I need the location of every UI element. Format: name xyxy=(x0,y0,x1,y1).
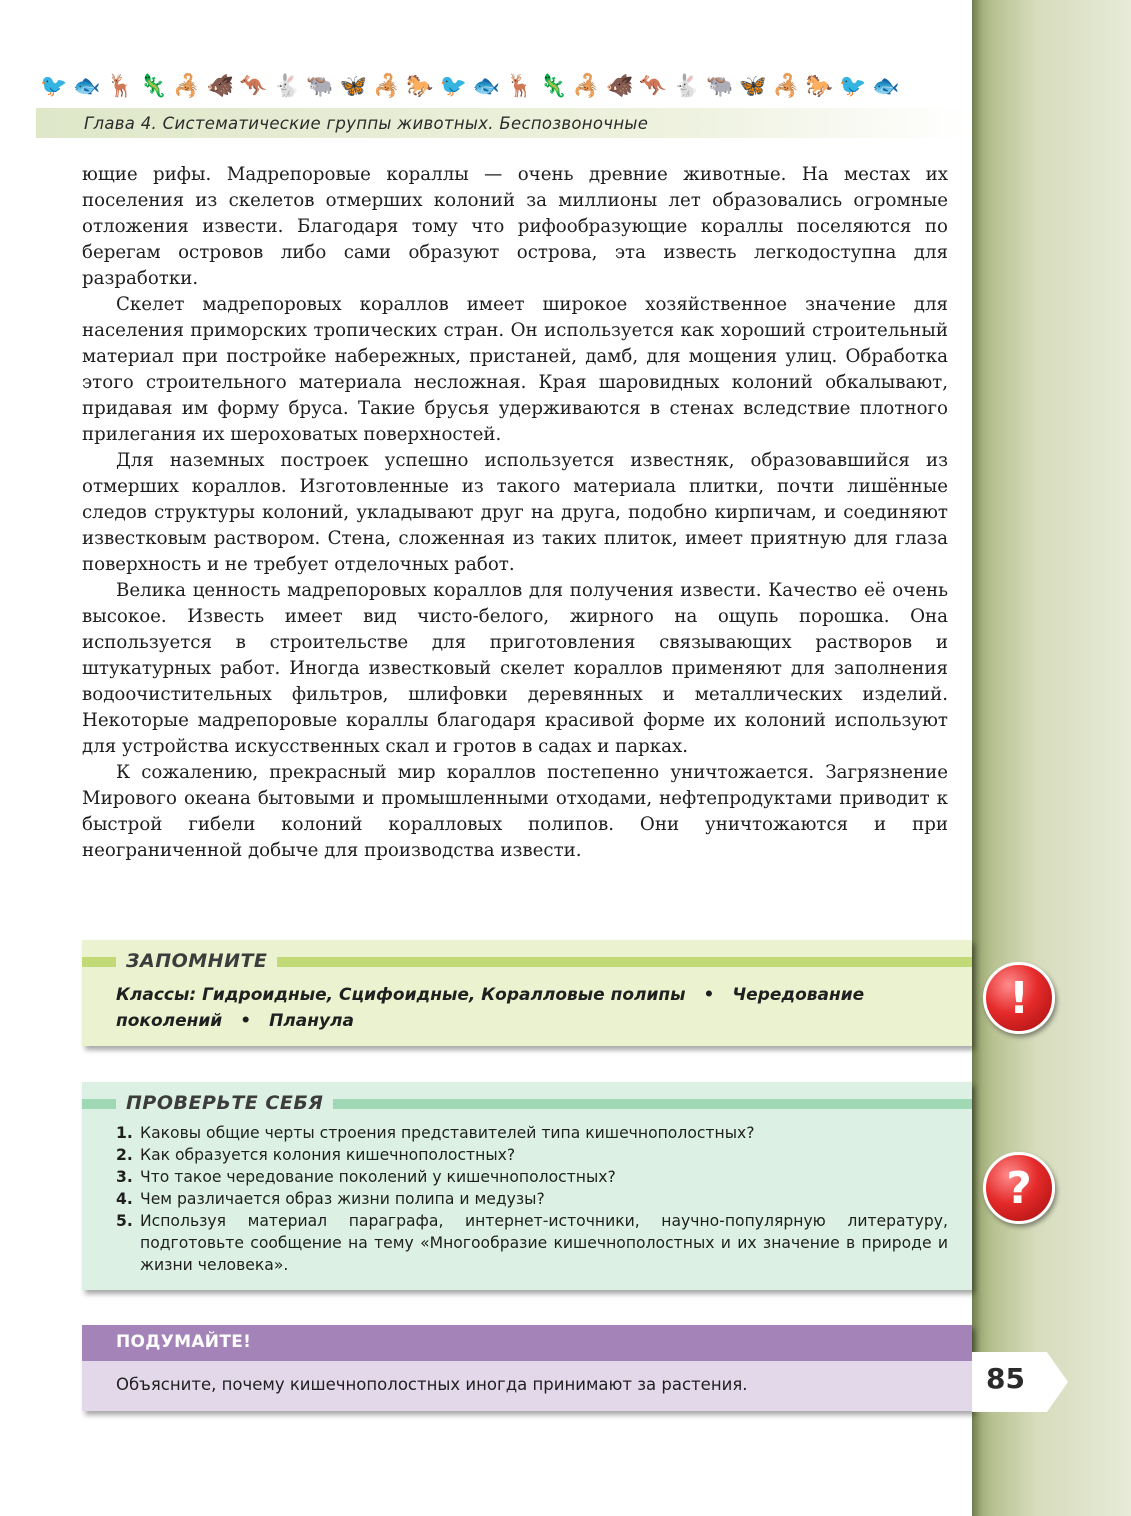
question-item xyxy=(116,1144,948,1166)
animal-silhouette-icon: 🦋 xyxy=(739,74,767,99)
think-header xyxy=(82,1325,972,1361)
animal-silhouette-icon: 🐟 xyxy=(73,74,101,99)
question-item xyxy=(116,1122,948,1144)
question-number: 3. xyxy=(116,1168,133,1186)
check-header xyxy=(82,1092,972,1114)
animal-silhouette-icon: 🦂 xyxy=(572,74,601,99)
question-text: Используя материал параграфа, интернет-источники, научно-популярную литературу, подготовьте сообщение на тему «Многообразие кишечнополостных и их значение в природе и жизни человека». xyxy=(140,1212,948,1274)
animal-silhouette-icon: 🦌 xyxy=(506,74,534,99)
animal-silhouette-icon: 🦋 xyxy=(339,74,368,99)
question-text: Что такое чередование поколений у кишечнополостных? xyxy=(140,1168,616,1186)
animal-silhouette-icon: 🦎 xyxy=(139,74,168,99)
animal-silhouette-icon: 🦘 xyxy=(239,74,268,99)
animal-silhouette-icon: 🐦 xyxy=(439,74,467,99)
animal-silhouette-icon: 🐎 xyxy=(805,74,834,99)
animal-silhouette-icon: 🐇 xyxy=(273,74,301,99)
question-number: 1. xyxy=(116,1124,133,1142)
question-text: Чем различается образ жизни полипа и медузы? xyxy=(140,1190,545,1208)
remember-header xyxy=(82,950,972,972)
chapter-header xyxy=(36,108,966,138)
question-number: 4. xyxy=(116,1190,133,1208)
question-number: 5. xyxy=(116,1212,133,1230)
remember-terms xyxy=(116,982,936,1034)
paragraph: К сожалению, прекрасный мир кораллов постепенно уничтожается. Загрязнение Мирового океана бытовыми и промышленными отходами, нефтепродуктами приводит к быстрой гибели колоний коралловых полипов. Они уничтожаются и при неограниченной добыче для производства извести. xyxy=(82,762,948,861)
animal-silhouette-icon: 🐦 xyxy=(40,74,68,99)
animal-silhouette-icon: 🦂 xyxy=(772,74,800,99)
page-edge-strip xyxy=(972,0,1131,1516)
think-text: Объясните, почему кишечнополостных иногда принимают за растения. xyxy=(116,1375,748,1394)
chapter-title: Глава 4. Систематические группы животных. Беспозвоночные xyxy=(84,114,649,133)
animal-silhouette-icon: 🦎 xyxy=(539,74,567,99)
animal-silhouette-icon: 🦂 xyxy=(173,74,201,99)
animal-silhouette-icon: 🐃 xyxy=(705,74,734,99)
question-text: Каковы общие черты строения представителей типа кишечнополостных? xyxy=(140,1124,755,1142)
animal-silhouette-icon: 🐟 xyxy=(472,74,501,99)
term-separator: • xyxy=(703,985,715,1005)
term: Планула xyxy=(269,1011,354,1031)
remember-title: ЗАПОМНИТЕ xyxy=(116,950,277,972)
paragraph: Скелет мадрепоровых кораллов имеет широкое хозяйственное значение для населения приморских тропических стран. Он используется как хороший строительный материал при постройке набережных, пристаней, дамб, для мощения улиц. Обработка этого строительного материала несложная. Края шаровидных колоний обкалывают, придавая им форму бруса. Такие брусья удерживаются в стенах вследствие плотного прилегания их шероховатых поверхностей. xyxy=(82,294,948,445)
animal-frieze xyxy=(40,70,900,104)
term: Классы: Гидроидные, Сцифоидные, Коралловые полипы xyxy=(116,985,686,1005)
paragraph: Для наземных построек успешно используется известняк, образовавшийся из отмерших кораллов. Изготовленные из такого материала плитки, почти лишённые следов структуры колоний, укладывают друг на друга, подобно кирпичам, и соединяют известковым раствором. Стена, сложенная из таких плиток, имеет приятную для глаза поверхность и не требует отделочных работ. xyxy=(82,450,948,575)
think-title: ПОДУМАЙТЕ! xyxy=(116,1332,252,1352)
question-item xyxy=(116,1166,948,1188)
main-text xyxy=(82,162,948,864)
term-separator: • xyxy=(240,1011,252,1031)
animal-silhouette-icon: 🐇 xyxy=(672,74,701,99)
animal-silhouette-icon: 🦘 xyxy=(639,74,667,99)
check-yourself-box xyxy=(82,1082,972,1290)
animal-silhouette-icon: 🐗 xyxy=(606,74,634,99)
remember-box xyxy=(82,940,972,1046)
question-icon: ? xyxy=(983,1152,1055,1224)
page-number: 85 xyxy=(986,1362,1025,1395)
paragraph: ющие рифы. Мадрепоровые кораллы — очень древние животные. На местах их поселения из скелетов отмерших колоний за миллионы лет образовались огромные отложения извести. Благодаря тому что рифообразующие кораллы поселяются по берегам островов либо сами образуют острова, эта известь легкодоступна для разработки. xyxy=(82,164,948,289)
animal-silhouette-icon: 🐗 xyxy=(206,74,234,99)
paragraph: Велика ценность мадрепоровых кораллов для получения извести. Качество её очень высокое. Известь имеет вид чисто-белого, жирного на ощупь порошка. Она используется в строительстве для приготовления связывающих растворов и штукатурных работ. Иногда известковый скелет кораллов применяют для заполнения водоочистительных фильтров, шлифовки деревянных и металлических изделий. Некоторые мадрепоровые кораллы благодаря красивой форме их колоний используют для устройства искусственных скал и гротов в садах и парках. xyxy=(82,580,948,757)
question-item xyxy=(116,1188,948,1210)
term: Чередование поколений xyxy=(116,985,865,1031)
exclamation-icon: ! xyxy=(983,962,1055,1034)
animal-silhouette-icon: 🦂 xyxy=(372,74,401,99)
animal-silhouette-icon: 🦌 xyxy=(106,74,134,99)
question-item xyxy=(116,1210,948,1276)
animal-silhouette-icon: 🐦 xyxy=(839,74,867,99)
page-edge-shadow xyxy=(972,0,982,1516)
question-text: Как образуется колония кишечнополостных? xyxy=(140,1146,516,1164)
think-box xyxy=(82,1325,972,1411)
question-list xyxy=(116,1122,948,1276)
animal-silhouette-icon: 🐎 xyxy=(406,74,434,99)
check-title: ПРОВЕРЬТЕ СЕБЯ xyxy=(116,1092,333,1114)
question-number: 2. xyxy=(116,1146,133,1164)
animal-silhouette-icon: 🐃 xyxy=(306,74,334,99)
animal-silhouette-icon: 🐟 xyxy=(872,74,900,99)
